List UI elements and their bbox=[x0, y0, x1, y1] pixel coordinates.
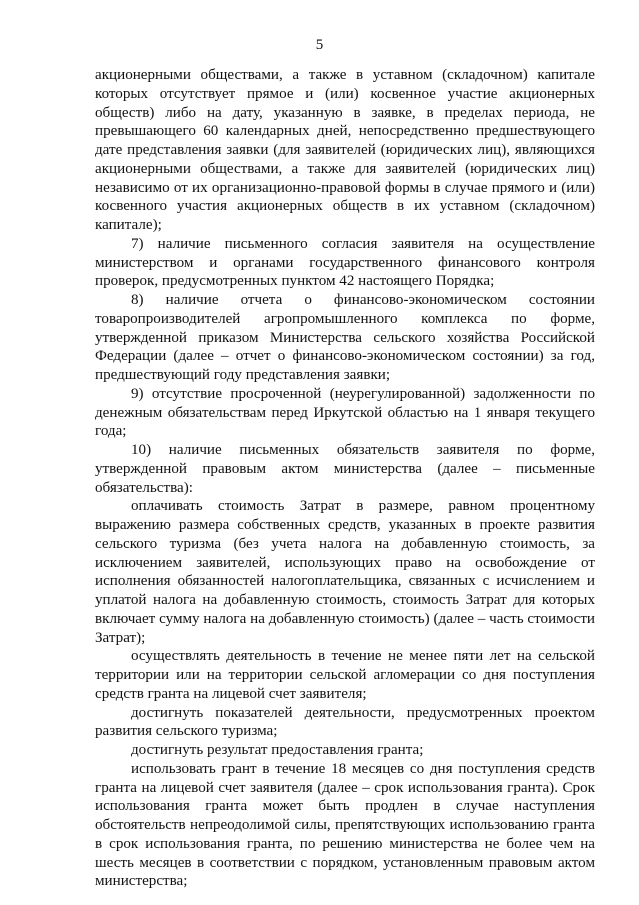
obligation-use-grant: использовать грант в течение 18 месяцев со дня поступления средств гранта на лицевой счет заявителя (далее – срок использования гранта). Срок использования гранта может быть продлен в случае наступления обстоятельств непреодолимой силы, препятствующих использованию гранта в срок использования гранта, по решению министерства не более чем на шесть месяцев в соответствии с порядком, установленным правовым актом министерства; bbox=[95, 760, 595, 890]
paragraph-item-9: 9) отсутствие просроченной (неурегулированной) задолженности по денежным обязательствам перед Иркутской областью на 1 января текущего года; bbox=[95, 385, 595, 440]
paragraph-continuation: акционерными обществами, а также в уставном (складочном) капитале которых отсутствует прямое и (или) косвенное участие акционерных обществ) либо на дату, указанную в заявке, в пределах периода, не превышающего 60 календарных дней, непосредственно предшествующего дате представления заявки (для заявителей (юридических лиц), являющихся акционерными обществами, а также для заявителей (юридических лиц) независимо от их организационно-правовой формы в случае прямого и (или) косвенного участия акционерных обществ в их уставном (складочном) капитале); bbox=[95, 67, 595, 233]
obligation-pay-costs: оплачивать стоимость Затрат в размере, равном процентному выражению размера собственных средств, указанных в проекте развития сельского туризма (без учета налога на добавленную стоимость, за исключением заявителей, использующих право на освобождение от исполнения обязанностей налогоплательщика, связанных с исчислением и уплатой налога на добавленную стоимость, стоимость Затрат для которых включает сумму налога на добавленную стоимость) (далее – часть стоимости Затрат); bbox=[95, 498, 595, 646]
page-number: 5 bbox=[315, 37, 324, 53]
obligation-operate-five-years: осуществлять деятельность в течение не менее пяти лет на сельской территории или на территории сельской агломерации со дня поступления средств гранта на лицевой счет заявителя; bbox=[95, 648, 595, 702]
paragraph-item-10: 10) наличие письменных обязательств заявителя по форме, утвержденной правовым актом министерства (далее – письменные обязательства): bbox=[95, 442, 595, 496]
paragraph-item-7: 7) наличие письменного согласия заявителя на осуществление министерством и органами государственного финансового контроля проверок, предусмотренных пунктом 42 настоящего Порядка; bbox=[95, 235, 595, 290]
document-body bbox=[95, 66, 595, 891]
paragraph-item-8: 8) наличие отчета о финансово-экономическом состоянии товаропроизводителей агропромышленного комплекса по форме, утвержденной приказом Министерства сельского хозяйства Российской Федерации (далее – отчет о финансово-экономическом состоянии) за год, предшествующий году представления заявки; bbox=[95, 292, 595, 383]
obligation-achieve-result: достигнуть результат предоставления гранта; bbox=[131, 742, 424, 758]
obligation-achieve-indicators: достигнуть показателей деятельности, предусмотренных проектом развития сельского туризма; bbox=[95, 704, 595, 740]
